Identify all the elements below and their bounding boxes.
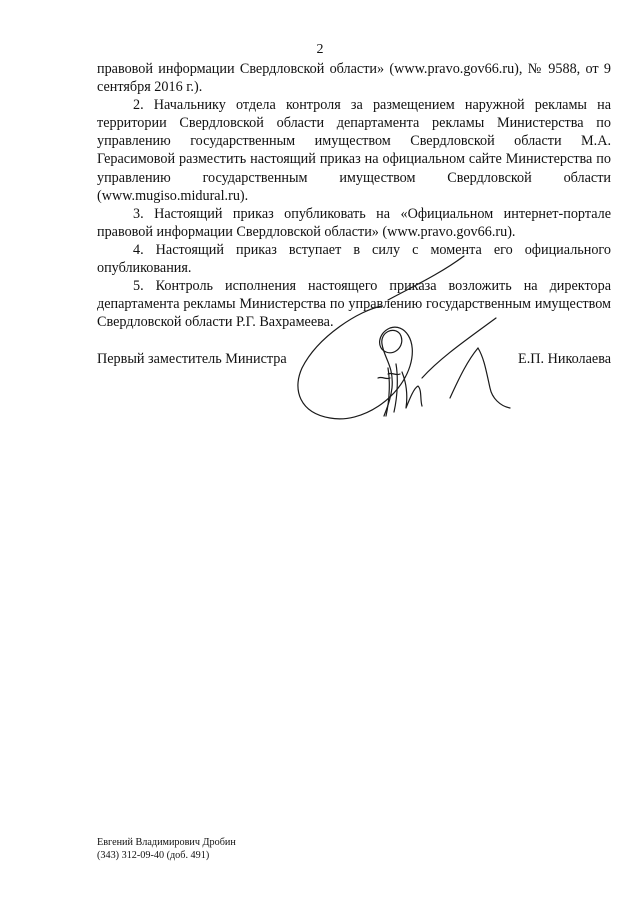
paragraph-continuation: правовой информации Свердловской области» (www.pravo.gov66.ru), № 9588, от 9 сентября 2016 г.).: [97, 61, 611, 96]
paragraph-5: 5. Контроль исполнения настоящего приказа возложить на директора департамента рекламы Министерства по управлению государственным имуществом Свердловской области Р.Г. Вахрамеева.: [97, 278, 611, 331]
contact-phone: (343) 312-09-40 (доб. 491): [97, 850, 210, 861]
contact-name: Евгений Владимирович Дробин: [97, 837, 236, 848]
handwritten-signature: [290, 248, 520, 433]
paragraph-4: 4. Настоящий приказ вступает в силу с момента его официального опубликования.: [97, 241, 611, 277]
paragraph-3: 3. Настоящий приказ опубликовать на «Официальном интернет-портале правовой информации Свердловской области» (www.pravo.gov66.ru).: [97, 205, 611, 240]
page-number: 2: [316, 42, 324, 57]
signer-position: Первый заместитель Министра: [97, 351, 287, 367]
paragraph-2: 2. Начальнику отдела контроля за размещением наружной рекламы на территории Свердловской области департамента рекламы Министерства по управлению государственным имуществом Свердловской области М.А. Герасимовой разместить настоящий приказ на официальном сайте Министерства по управлению государственным имуществом Свердловской области (www.mugiso.midural.ru).: [97, 97, 611, 204]
signer-name: Е.П. Николаева: [518, 351, 611, 367]
footer-contact: [97, 836, 236, 862]
